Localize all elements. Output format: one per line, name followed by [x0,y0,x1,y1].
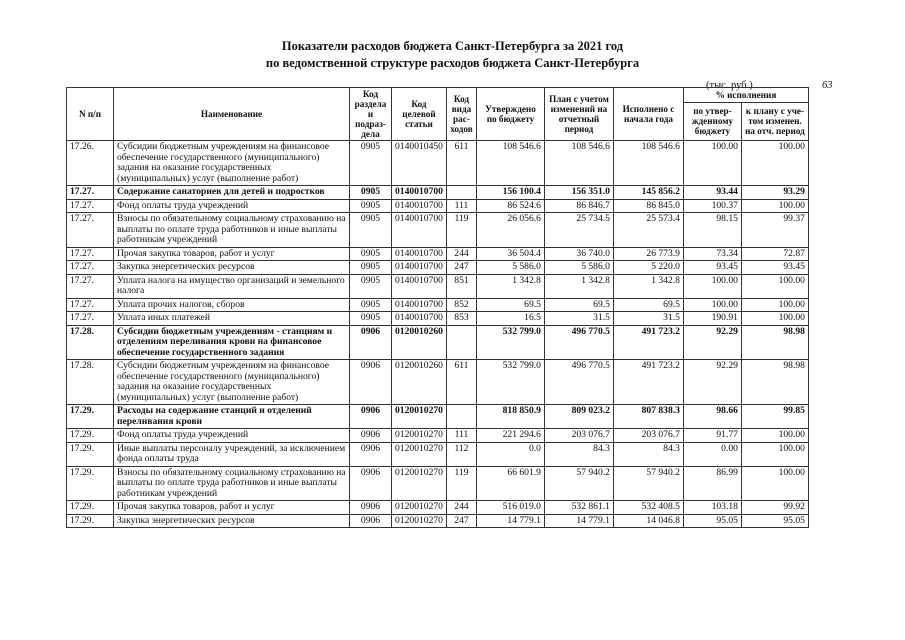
header-approved: Утверждено по бюджету [476,88,544,141]
cell-plan: 25 734.5 [544,213,613,248]
cell-approved: 156 100.4 [476,186,544,200]
cell-expense-type: 111 [446,429,476,443]
header-target-code: Код целевой статьи [392,88,447,141]
cell-expense-type [446,325,476,360]
cell-target-code: 0140010700 [392,274,447,298]
cell-num: 17.29. [67,466,114,501]
cell-plan: 809 023.2 [544,405,613,429]
cell-num: 17.28. [67,360,114,405]
cell-plan: 86 846.7 [544,199,613,213]
cell-target-code: 0140010700 [392,247,447,261]
cell-pct-budget: 100.37 [683,199,741,213]
table-row [67,429,809,443]
cell-executed: 108 546.6 [613,141,683,186]
cell-approved: 14 779.1 [476,514,544,528]
cell-expense-type: 244 [446,501,476,515]
cell-pct-plan: 93.45 [741,261,808,275]
cell-approved: 66 601.9 [476,466,544,501]
cell-approved: 86 524.6 [476,199,544,213]
table-row [67,325,809,360]
cell-section-code: 0905 [350,274,392,298]
cell-section-code: 0906 [350,442,392,466]
cell-pct-budget: 190.91 [683,312,741,326]
cell-executed: 57 940.2 [613,466,683,501]
header-pct-budget: по утвер-жденному бюджету [683,102,741,140]
cell-plan: 532 861.1 [544,501,613,515]
cell-expense-type: 112 [446,442,476,466]
cell-approved: 0.0 [476,442,544,466]
cell-approved: 818 850.9 [476,405,544,429]
cell-executed: 145 856.2 [613,186,683,200]
cell-num: 17.29. [67,501,114,515]
cell-approved: 532 799.0 [476,360,544,405]
table-row [67,466,809,501]
cell-target-code: 0120010270 [392,429,447,443]
cell-executed: 807 838.3 [613,405,683,429]
cell-name: Субсидии бюджетным учреждениям - станциям и отделениям переливания крови на финансовое обеспечение государственного задания [114,325,350,360]
cell-expense-type: 119 [446,466,476,501]
cell-pct-budget: 73.34 [683,247,741,261]
report-title-line-1: Показатели расходов бюджета Санкт-Петербурга за 2021 год [281,39,624,53]
cell-executed: 26 773.9 [613,247,683,261]
table-row [67,247,809,261]
cell-num: 17.29. [67,405,114,429]
cell-section-code: 0905 [350,213,392,248]
table-row [67,360,809,405]
cell-expense-type: 611 [446,141,476,186]
table-row [67,405,809,429]
table-row [67,442,809,466]
cell-section-code: 0906 [350,429,392,443]
cell-pct-budget: 100.00 [683,141,741,186]
cell-name: Закупка энергетических ресурсов [114,261,350,275]
cell-pct-budget: 0.00 [683,442,741,466]
cell-expense-type: 611 [446,360,476,405]
cell-target-code: 0140010700 [392,199,447,213]
cell-pct-budget: 92.29 [683,360,741,405]
cell-section-code: 0906 [350,466,392,501]
cell-expense-type: 111 [446,199,476,213]
cell-approved: 108 546.6 [476,141,544,186]
header-name: Наименование [114,88,350,141]
cell-executed: 69.5 [613,298,683,312]
cell-num: 17.29. [67,442,114,466]
cell-approved: 36 504.4 [476,247,544,261]
cell-name: Закупка энергетических ресурсов [114,514,350,528]
table-row [67,199,809,213]
cell-section-code: 0905 [350,298,392,312]
cell-target-code: 0120010260 [392,325,447,360]
cell-target-code: 0140010700 [392,186,447,200]
cell-num: 17.27. [67,186,114,200]
cell-pct-plan: 100.00 [741,199,808,213]
header-executed: Исполнено с начала года [613,88,683,141]
cell-plan: 31.5 [544,312,613,326]
cell-name: Содержание санаториев для детей и подростков [114,186,350,200]
header-expense-type: Код вида рас-ходов [446,88,476,141]
cell-expense-type: 247 [446,514,476,528]
cell-section-code: 0905 [350,312,392,326]
cell-num: 17.27. [67,312,114,326]
cell-name: Фонд оплаты труда учреждений [114,199,350,213]
cell-pct-budget: 91.77 [683,429,741,443]
cell-section-code: 0905 [350,247,392,261]
cell-expense-type [446,186,476,200]
cell-plan: 84.3 [544,442,613,466]
cell-plan: 203 076.7 [544,429,613,443]
cell-pct-budget: 93.44 [683,186,741,200]
cell-executed: 31.5 [613,312,683,326]
cell-pct-budget: 100.00 [683,298,741,312]
cell-name: Иные выплаты персоналу учреждений, за исключением фонда оплаты труда [114,442,350,466]
cell-pct-plan: 100.00 [741,298,808,312]
cell-target-code: 0120010270 [392,514,447,528]
table-row [67,514,809,528]
cell-section-code: 0906 [350,501,392,515]
cell-pct-budget: 93.45 [683,261,741,275]
cell-executed: 532 408.5 [613,501,683,515]
cell-executed: 5 220.0 [613,261,683,275]
cell-expense-type: 853 [446,312,476,326]
cell-section-code: 0905 [350,199,392,213]
cell-plan: 36 740.0 [544,247,613,261]
cell-pct-plan: 100.00 [741,466,808,501]
cell-plan: 57 940.2 [544,466,613,501]
page-number: 63 [822,80,833,91]
table-row [67,261,809,275]
cell-approved: 16.5 [476,312,544,326]
cell-executed: 203 076.7 [613,429,683,443]
cell-executed: 1 342.8 [613,274,683,298]
cell-section-code: 0906 [350,360,392,405]
table-row [67,501,809,515]
cell-pct-plan: 100.00 [741,141,808,186]
cell-name: Субсидии бюджетным учреждениям на финансовое обеспечение государственного (муниципального) задания на оказание государственных (муниципальных) услуг (выполнение работ) [114,141,350,186]
cell-approved: 516 019.0 [476,501,544,515]
cell-expense-type: 119 [446,213,476,248]
cell-section-code: 0905 [350,141,392,186]
cell-target-code: 0120010270 [392,466,447,501]
cell-pct-plan: 100.00 [741,274,808,298]
table-row [67,186,809,200]
cell-pct-budget: 92.29 [683,325,741,360]
report-title-line-2: по ведомственной структуре расходов бюджета Санкт-Петербурга [265,56,640,70]
cell-target-code: 0120010270 [392,501,447,515]
cell-num: 17.29. [67,429,114,443]
cell-pct-plan: 93.29 [741,186,808,200]
cell-executed: 14 046.8 [613,514,683,528]
cell-expense-type: 247 [446,261,476,275]
units-label: (тыс. руб.) [706,80,753,91]
cell-pct-plan: 100.00 [741,429,808,443]
cell-num: 17.28. [67,325,114,360]
cell-approved: 1 342.8 [476,274,544,298]
cell-name: Уплата иных платежей [114,312,350,326]
cell-target-code: 0140010700 [392,312,447,326]
cell-target-code: 0120010260 [392,360,447,405]
cell-num: 17.27. [67,213,114,248]
cell-target-code: 0120010270 [392,405,447,429]
cell-plan: 496 770.5 [544,360,613,405]
cell-section-code: 0906 [350,405,392,429]
cell-name: Взносы по обязательному социальному страхованию на выплаты по оплате труда работников и иные выплаты работникам учреждений [114,213,350,248]
cell-name: Прочая закупка товаров, работ и услуг [114,247,350,261]
cell-num: 17.27. [67,247,114,261]
cell-executed: 491 723.2 [613,325,683,360]
cell-num: 17.26. [67,141,114,186]
cell-plan: 14 779.1 [544,514,613,528]
cell-pct-plan: 72.87 [741,247,808,261]
header-pct-plan: к плану с уче-том изменен. на отч. период [741,102,808,140]
cell-num: 17.27. [67,199,114,213]
cell-executed: 25 573.4 [613,213,683,248]
cell-approved: 532 799.0 [476,325,544,360]
cell-name: Прочая закупка товаров, работ и услуг [114,501,350,515]
cell-pct-plan: 99.37 [741,213,808,248]
cell-name: Расходы на содержание станций и отделений переливания крови [114,405,350,429]
cell-approved: 221 294.6 [476,429,544,443]
cell-expense-type: 851 [446,274,476,298]
cell-plan: 496 770.5 [544,325,613,360]
cell-name: Взносы по обязательному социальному страхованию на выплаты по оплате труда работников и иные выплаты работникам учреждений [114,466,350,501]
cell-pct-plan: 99.85 [741,405,808,429]
cell-num: 17.27. [67,298,114,312]
cell-section-code: 0906 [350,325,392,360]
table-row [67,141,809,186]
header-num: N п/п [67,88,114,141]
cell-approved: 26 056.6 [476,213,544,248]
cell-name: Уплата налога на имущество организаций и земельного налога [114,274,350,298]
cell-target-code: 0140010700 [392,213,447,248]
header-percent-group: % исполнения [683,88,808,103]
cell-name: Уплата прочих налогов, сборов [114,298,350,312]
cell-name: Субсидии бюджетным учреждениям на финансовое обеспечение государственного (муниципального) задания на оказание государственных (муниципальных) услуг (выполнение работ) [114,360,350,405]
cell-target-code: 0140010700 [392,261,447,275]
cell-pct-plan: 100.00 [741,312,808,326]
cell-plan: 5 586.0 [544,261,613,275]
cell-section-code: 0905 [350,186,392,200]
cell-pct-budget: 86.99 [683,466,741,501]
cell-expense-type: 244 [446,247,476,261]
cell-pct-budget: 103.18 [683,501,741,515]
cell-plan: 108 546.6 [544,141,613,186]
cell-section-code: 0906 [350,514,392,528]
cell-section-code: 0905 [350,261,392,275]
cell-approved: 69.5 [476,298,544,312]
cell-plan: 69.5 [544,298,613,312]
cell-pct-budget: 95.05 [683,514,741,528]
cell-expense-type [446,405,476,429]
table-row [67,274,809,298]
cell-executed: 86 845.0 [613,199,683,213]
cell-target-code: 0120010270 [392,442,447,466]
cell-pct-plan: 100.00 [741,442,808,466]
budget-table [66,87,809,528]
cell-num: 17.27. [67,261,114,275]
table-row [67,312,809,326]
cell-target-code: 0140010450 [392,141,447,186]
cell-pct-plan: 99.92 [741,501,808,515]
cell-pct-plan: 95.05 [741,514,808,528]
cell-num: 17.27. [67,274,114,298]
header-section-code: Код раздела и подраз-дела [350,88,392,141]
cell-plan: 1 342.8 [544,274,613,298]
cell-pct-budget: 98.15 [683,213,741,248]
table-row [67,298,809,312]
cell-target-code: 0140010700 [392,298,447,312]
cell-pct-budget: 100.00 [683,274,741,298]
cell-expense-type: 852 [446,298,476,312]
header-plan: План с учетом изменений на отчетный период [544,88,613,141]
cell-name: Фонд оплаты труда учреждений [114,429,350,443]
cell-executed: 84.3 [613,442,683,466]
cell-num: 17.29. [67,514,114,528]
cell-approved: 5 586.0 [476,261,544,275]
table-row [67,213,809,248]
cell-pct-plan: 98.98 [741,360,808,405]
cell-plan: 156 351.0 [544,186,613,200]
cell-pct-budget: 98.66 [683,405,741,429]
cell-pct-plan: 98.98 [741,325,808,360]
cell-executed: 491 723.2 [613,360,683,405]
